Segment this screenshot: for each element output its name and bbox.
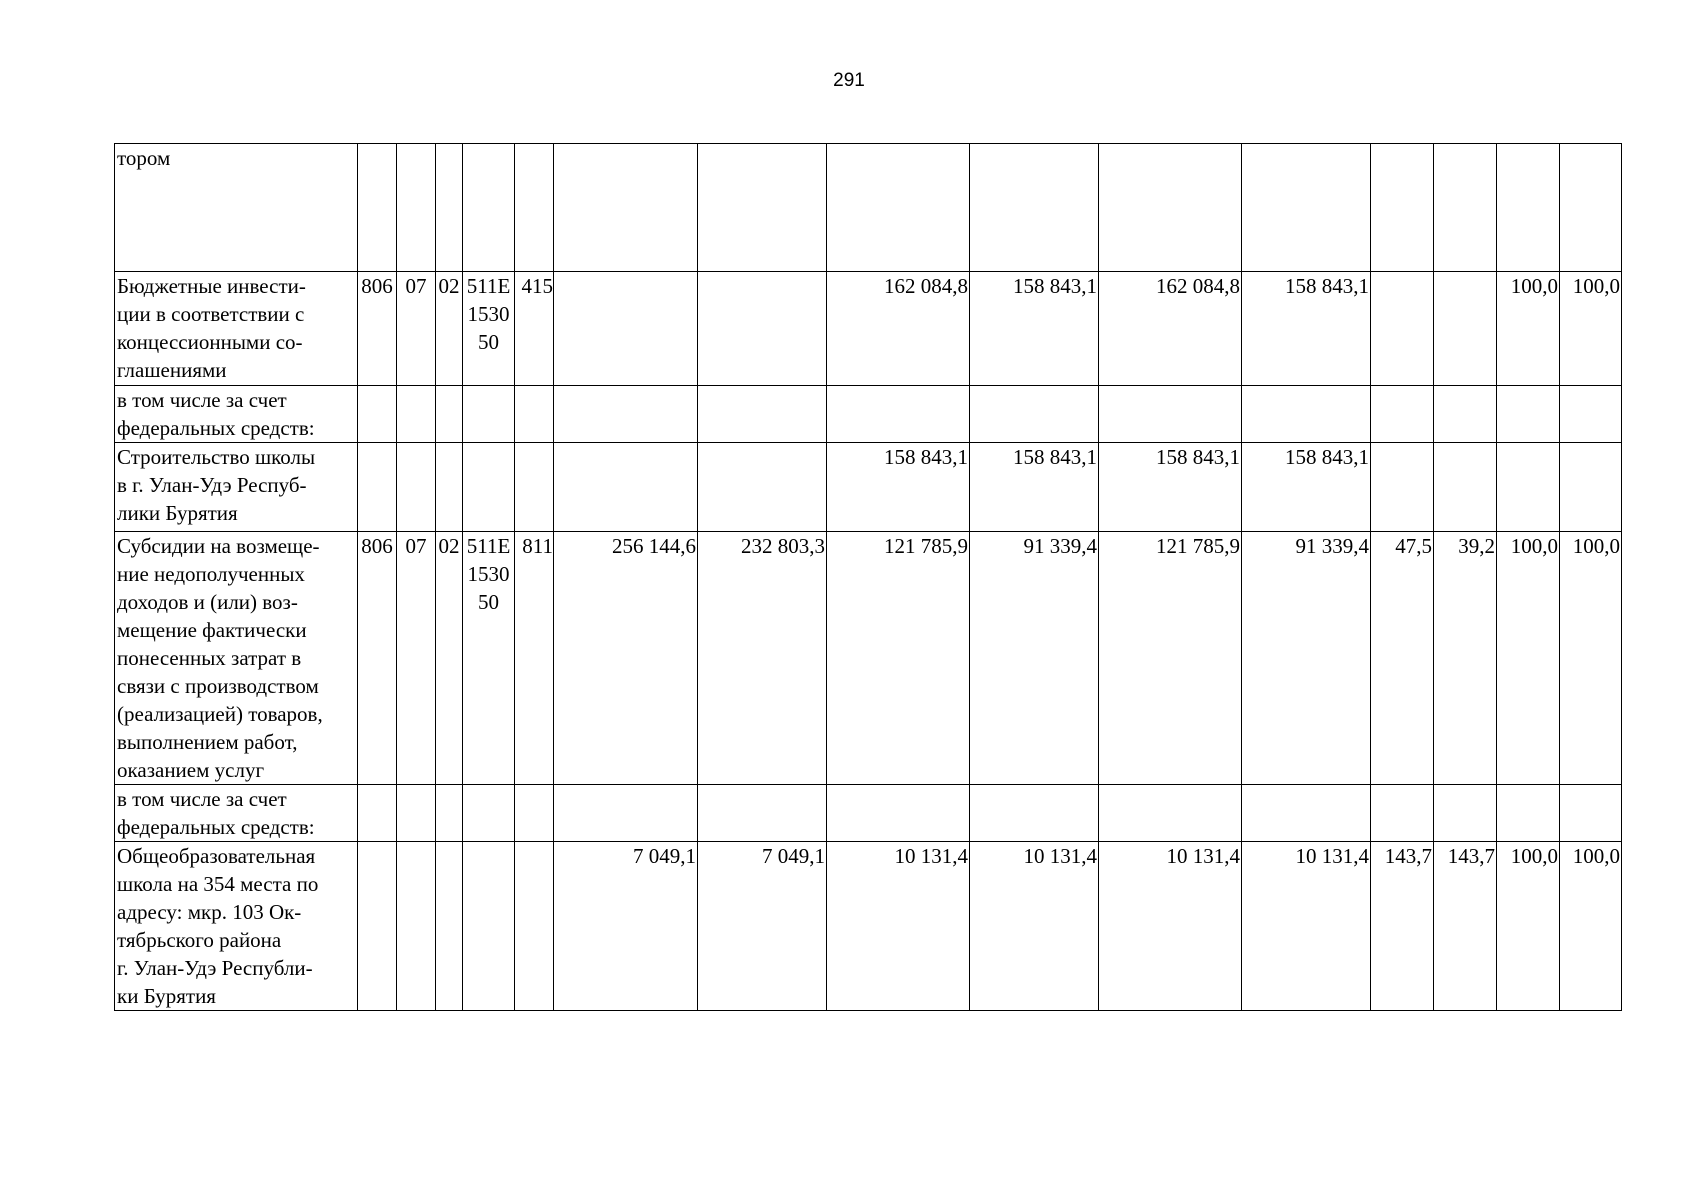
code-target [463,144,515,272]
value-2 [698,144,827,272]
code-gov [358,386,397,443]
percent-1 [1371,386,1434,443]
percent-3 [1497,386,1560,443]
percent-2 [1434,144,1497,272]
table-row [115,272,1622,386]
value-2: 232 803,3 [698,532,827,785]
code-subsection [436,785,463,842]
table-row [115,532,1622,785]
percent-3: 100,0 [1497,532,1560,785]
value-5: 162 084,8 [1099,272,1242,386]
value-6: 158 843,1 [1242,443,1371,532]
code-expense-type [515,842,554,1011]
percent-4 [1560,386,1622,443]
value-1 [554,443,698,532]
value-2: 7 049,1 [698,842,827,1011]
value-2 [698,386,827,443]
code-gov [358,144,397,272]
percent-4 [1560,785,1622,842]
value-3 [827,386,970,443]
value-4: 10 131,4 [970,842,1099,1011]
code-section [397,386,436,443]
value-2 [698,785,827,842]
value-1 [554,144,698,272]
page-number: 291 [833,70,865,91]
code-subsection: 02 [436,532,463,785]
percent-1: 47,5 [1371,532,1434,785]
percent-4: 100,0 [1560,272,1622,386]
value-5 [1099,386,1242,443]
percent-3: 100,0 [1497,842,1560,1011]
code-expense-type [515,386,554,443]
value-6 [1242,386,1371,443]
code-gov [358,443,397,532]
code-expense-type: 415 [515,272,554,386]
code-section: 07 [397,532,436,785]
percent-3 [1497,785,1560,842]
value-4 [970,144,1099,272]
code-gov: 806 [358,272,397,386]
code-subsection [436,144,463,272]
table-row [115,386,1622,443]
value-2 [698,443,827,532]
percent-4: 100,0 [1560,842,1622,1011]
percent-3 [1497,144,1560,272]
value-3: 158 843,1 [827,443,970,532]
value-4 [970,386,1099,443]
percent-1 [1371,443,1434,532]
code-expense-type [515,144,554,272]
code-target [463,386,515,443]
percent-2: 143,7 [1434,842,1497,1011]
value-3 [827,785,970,842]
row-name: в том числе за счет федеральных средств: [115,785,358,842]
value-3: 10 131,4 [827,842,970,1011]
percent-3 [1497,443,1560,532]
table-row [115,785,1622,842]
value-1 [554,386,698,443]
value-4: 91 339,4 [970,532,1099,785]
value-5: 158 843,1 [1099,443,1242,532]
row-name: Общеобразовательная школа на 354 места по адресу: мкр. 103 Ок- тябрьского района г. Улан-Удэ Республи- ки Бурятия [115,842,358,1011]
code-target [463,785,515,842]
percent-2 [1434,386,1497,443]
table-row [115,443,1622,532]
percent-3: 100,0 [1497,272,1560,386]
percent-1: 143,7 [1371,842,1434,1011]
table-row [115,144,1622,272]
value-1: 7 049,1 [554,842,698,1011]
code-subsection [436,842,463,1011]
value-6: 91 339,4 [1242,532,1371,785]
percent-2: 39,2 [1434,532,1497,785]
value-6 [1242,785,1371,842]
row-name: тором [115,144,358,272]
code-section [397,144,436,272]
code-target [463,443,515,532]
row-name: Бюджетные инвести- ции в соответствии с концессионными со- глашениями [115,272,358,386]
value-2 [698,272,827,386]
budget-table [114,143,1622,1011]
value-1 [554,785,698,842]
code-subsection [436,443,463,532]
value-4 [970,785,1099,842]
value-5: 10 131,4 [1099,842,1242,1011]
percent-4 [1560,443,1622,532]
value-1: 256 144,6 [554,532,698,785]
code-gov: 806 [358,532,397,785]
code-target: 511Е 1530 50 [463,272,515,386]
row-name: Строительство школы в г. Улан-Удэ Респуб- лики Бурятия [115,443,358,532]
code-target [463,842,515,1011]
value-6: 10 131,4 [1242,842,1371,1011]
code-subsection: 02 [436,272,463,386]
row-name: в том числе за счет федеральных средств: [115,386,358,443]
percent-4: 100,0 [1560,532,1622,785]
value-4: 158 843,1 [970,272,1099,386]
value-5: 121 785,9 [1099,532,1242,785]
row-name: Субсидии на возмеще- ние недополученных доходов и (или) воз- мещение фактически понесенных затрат в связи с производством (реализацией) товаров, выполнением работ, оказанием услуг [115,532,358,785]
code-gov [358,842,397,1011]
value-6: 158 843,1 [1242,272,1371,386]
percent-2 [1434,785,1497,842]
percent-1 [1371,272,1434,386]
percent-1 [1371,785,1434,842]
code-expense-type [515,785,554,842]
code-target: 511Е 1530 50 [463,532,515,785]
value-5 [1099,785,1242,842]
value-3: 121 785,9 [827,532,970,785]
value-4: 158 843,1 [970,443,1099,532]
code-section [397,443,436,532]
code-gov [358,785,397,842]
code-expense-type [515,443,554,532]
code-section: 07 [397,272,436,386]
code-expense-type: 811 [515,532,554,785]
code-section [397,842,436,1011]
value-1 [554,272,698,386]
table-row [115,842,1622,1011]
percent-1 [1371,144,1434,272]
value-6 [1242,144,1371,272]
code-subsection [436,386,463,443]
value-5 [1099,144,1242,272]
percent-2 [1434,443,1497,532]
value-3 [827,144,970,272]
percent-4 [1560,144,1622,272]
value-3: 162 084,8 [827,272,970,386]
percent-2 [1434,272,1497,386]
code-section [397,785,436,842]
